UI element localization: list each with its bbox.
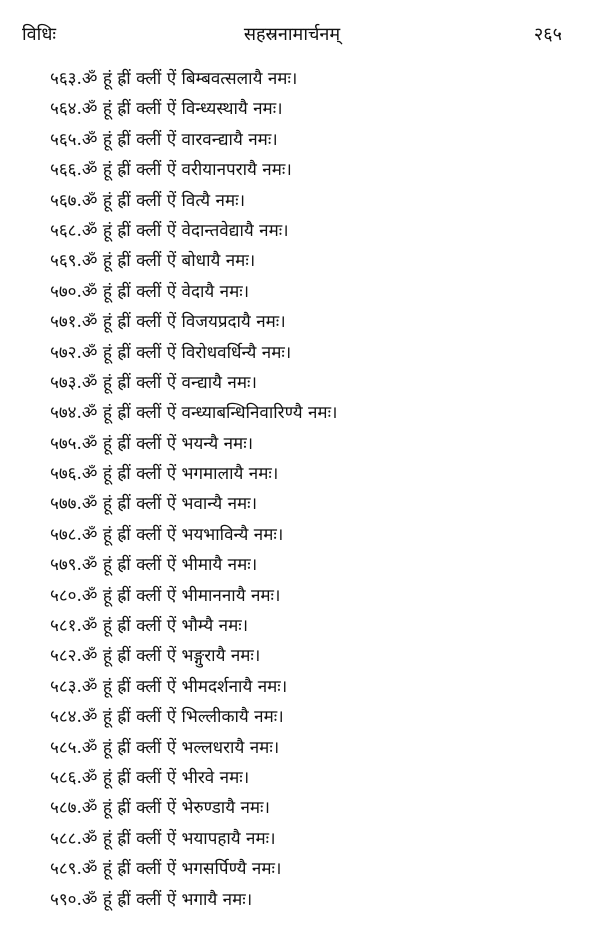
mantra-line: ५७७.ॐ हूं ह्रीं क्लीं ऐं भवान्यै नमः। [50,494,258,515]
mantra-line: ५७८.ॐ हूं ह्रीं क्लीं ऐं भयभाविन्यै नमः। [50,524,284,545]
mantra-line: ५७६.ॐ हूं ह्रीं क्लीं ऐं भगमालायै नमः। [50,464,279,485]
mantra-line: ५८५.ॐ हूं ह्रीं क्लीं ऐं भल्लधरायै नमः। [50,737,280,758]
mantra-line: ५७९.ॐ हूं ह्रीं क्लीं ऐं भीमायै नमः। [50,555,258,576]
mantra-line: ५६३.ॐ हूं ह्रीं क्लीं ऐं बिम्बवत्सलायै नमः। [50,69,298,89]
mantra-list [50,64,570,915]
mantra-line: ५७२.ॐ हूं ह्रीं क्लीं ऐं विरोधवर्धिन्यै नमः। [50,342,292,363]
mantra-line: ५६५.ॐ हूं ह्रीं क्लीं ऐं वारवन्द्यायै नमः। [50,129,278,150]
mantra-line: ५८०.ॐ हूं ह्रीं क्लीं ऐं भीमाननायै नमः। [50,585,281,606]
mantra-line: ५८१.ॐ हूं ह्रीं क्लीं ऐं भौम्यै नमः। [50,616,249,637]
mantra-line: ५९०.ॐ हूं ह्रीं क्लीं ऐं भगायै नमः। [50,889,253,910]
mantra-line: ५८६.ॐ हूं ह्रीं क्लीं ऐं भीरवे नमः। [50,767,250,788]
mantra-line: ५७१.ॐ हूं ह्रीं क्लीं ऐं विजयप्रदायै नमः। [50,312,286,333]
mantra-line: ५७४.ॐ हूं ह्रीं क्लीं ऐं वन्ध्याबन्धिनिवारिण्यै नमः। [50,403,338,424]
page-number: २६५ [533,24,562,45]
mantra-line: ५७३.ॐ हूं ह्रीं क्लीं ऐं वन्द्यायै नमः। [50,372,257,393]
mantra-line: ५६७.ॐ हूं ह्रीं क्लीं ऐं वित्यै नमः। [50,190,246,211]
running-head [22,22,562,52]
mantra-line: ५८९.ॐ हूं ह्रीं क्लीं ऐं भगसर्पिण्यै नमः। [50,859,282,880]
mantra-line: ५८३.ॐ हूं ह्रीं क्लीं ऐं भीमदर्शनायै नमः। [50,676,288,697]
mantra-line: ५८७.ॐ हूं ह्रीं क्लीं ऐं भेरुण्डायै नमः। [50,798,270,819]
section-label: विधिः [22,24,57,45]
mantra-line: ५६९.ॐ हूं ह्रीं क्लीं ऐं बोधायै नमः। [50,251,256,272]
mantra-line: ५६४.ॐ हूं ह्रीं क्लीं ऐं विन्ध्यस्थायै नमः। [50,99,283,120]
mantra-line: ५६६.ॐ हूं ह्रीं क्लीं ऐं वरीयानपरायै नमः। [50,160,292,181]
mantra-line: ५७०.ॐ हूं ह्रीं क्लीं ऐं वेदायै नमः। [50,281,250,302]
mantra-line: ५७५.ॐ हूं ह्रीं क्लीं ऐं भयन्यै नमः। [50,433,254,454]
page-title: सहस्रनामार्चनम् [243,24,341,45]
mantra-line: ५८२.ॐ हूं ह्रीं क्लीं ऐं भङ्गुरायै नमः। [50,646,261,667]
mantra-line: ५८४.ॐ हूं ह्रीं क्लीं ऐं भिल्लीकायै नमः। [50,707,284,728]
mantra-line: ५८८.ॐ हूं ह्रीं क्लीं ऐं भयापहायै नमः। [50,828,276,849]
mantra-line: ५६८.ॐ हूं ह्रीं क्लीं ऐं वेदान्तवेद्यायै नमः। [50,220,289,241]
